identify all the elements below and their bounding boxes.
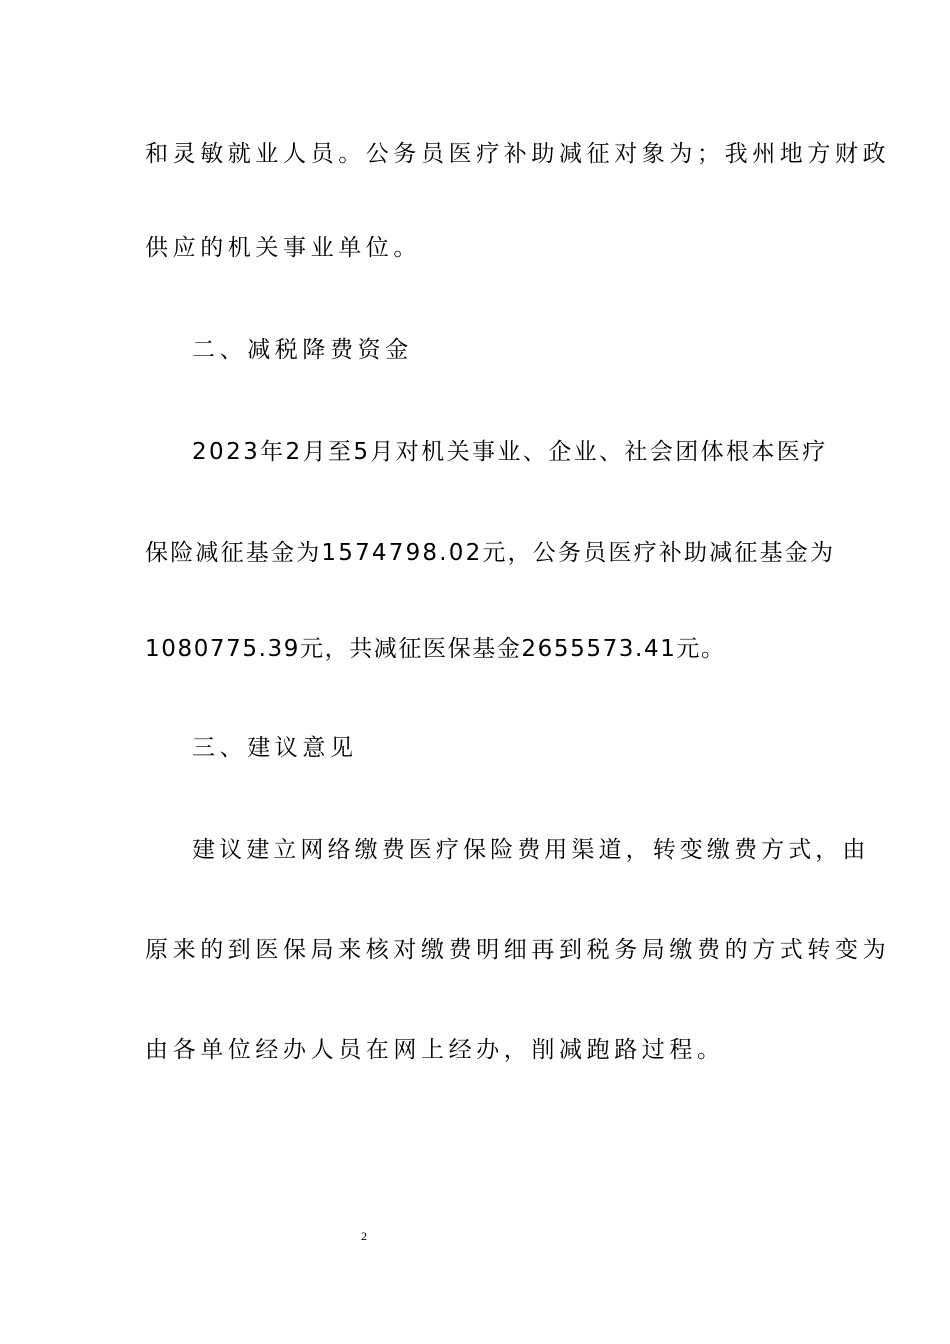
- section-heading: 二、减税降费资金: [192, 337, 413, 363]
- page-number: 2: [361, 1229, 367, 1243]
- paragraph-line: 供应的机关事业单位。: [145, 235, 421, 261]
- paragraph-line: 保险减征基金为1574798.02元，公务员医疗补助减征基金为: [145, 540, 836, 566]
- paragraph-line: 1080775.39元，共减征医保基金2655573.41元。: [145, 636, 726, 662]
- paragraph-line: 2023年2月至5月对机关事业、企业、社会团体根本医疗: [192, 439, 828, 465]
- paragraph-line: 原来的到医保局来核对缴费明细再到税务局缴费的方式转变为: [145, 937, 891, 963]
- paragraph-line: 由各单位经办人员在网上经办，削减跑路过程。: [145, 1037, 725, 1063]
- paragraph-line: 和灵敏就业人员。公务员医疗补助减征对象为；我州地方财政: [145, 141, 891, 167]
- paragraph-line: 建议建立网络缴费医疗保险费用渠道，转变缴费方式，由: [192, 837, 870, 863]
- section-heading: 三、建议意见: [192, 735, 358, 761]
